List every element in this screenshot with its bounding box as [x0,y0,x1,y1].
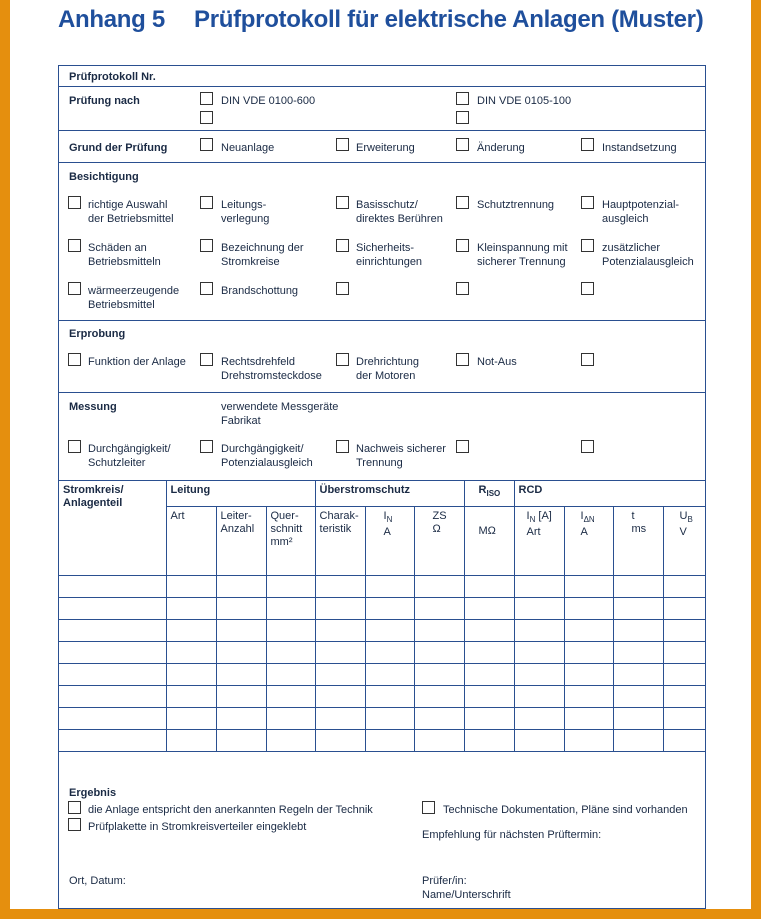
form-page [10,0,751,909]
table-cell[interactable] [166,576,216,598]
option-neuanlage: Neuanlage [221,142,275,154]
table-cell[interactable] [564,576,613,598]
option-aenderung: Änderung [477,142,525,154]
table-cell[interactable] [365,664,414,686]
table-cell[interactable] [414,730,464,752]
table-cell[interactable] [663,686,705,708]
erprobung-label: Erprobung [69,328,126,340]
item-funktion-anlage: Funktion der Anlage [88,356,186,368]
table-cell[interactable] [216,664,266,686]
table-cell[interactable] [414,664,464,686]
checkbox-auswahl-betriebsmittel[interactable] [68,196,81,209]
page-title [58,6,703,34]
table-cell[interactable] [564,620,613,642]
checkbox-extra-2[interactable] [456,111,469,124]
table-cell[interactable] [266,664,315,686]
option-instandsetzung: Instandsetzung [602,142,677,154]
table-cell[interactable] [166,686,216,708]
col-in: $I_N$ A [365,507,414,576]
checkbox-bezeichnung-stromkreise[interactable] [200,239,213,252]
table-cell[interactable] [266,642,315,664]
item-dokumentation: Technische Dokumentation, Pläne sind vorhanden [443,804,688,816]
table-cell[interactable] [613,576,663,598]
table-cell[interactable] [564,598,613,620]
option-din-0100: DIN VDE 0100-600 [221,95,316,107]
table-cell[interactable] [216,686,266,708]
table-cell[interactable] [464,620,514,642]
table-cell[interactable] [514,686,564,708]
group-rcd: RCD [514,481,705,507]
table-cell[interactable] [166,730,216,752]
table-cell[interactable] [216,730,266,752]
table-row [59,598,705,620]
table-cell[interactable] [663,642,705,664]
checkbox-messung-extra-1[interactable] [456,440,469,453]
checkbox-sicherheitseinrichtungen[interactable] [336,239,349,252]
table-cell[interactable] [365,598,414,620]
protocol-number-label: Prüfprotokoll Nr. [69,71,156,83]
checkbox-erweiterung[interactable] [336,138,349,151]
table-cell[interactable] [315,598,365,620]
col-idn: $I_{\Delta N}$ A [564,507,613,576]
measurement-table [59,480,705,752]
table-row [59,620,705,642]
checkbox-besichtigung-extra-1[interactable] [336,282,349,295]
item-brandschottung: Brandschottung [221,285,299,297]
checkbox-sichere-trennung[interactable] [336,440,349,453]
table-cell[interactable] [613,686,663,708]
item-rechtsdrehfeld: Rechtsdrehfeld Drehstromsteckdose [221,356,322,382]
messgeraete-fabrikat: verwendete Messgeräte Fabrikat [221,401,339,427]
table-cell[interactable] [365,708,414,730]
checkbox-brandschottung[interactable] [200,282,213,295]
table-cell[interactable] [216,576,266,598]
col-t: t ms [613,507,663,576]
item-not-aus: Not-Aus [477,356,517,368]
checkbox-basisschutz[interactable] [336,196,349,209]
appendix-title: Prüfprotokoll für elektrische Anlagen (Muster) [194,6,704,33]
table-cell[interactable] [59,620,166,642]
item-durchgaengigkeit-schutzleiter: Durchgängigkeit/ Schutzleiter [88,443,171,469]
table-cell[interactable] [464,730,514,752]
option-erweiterung: Erweiterung [356,142,415,154]
table-cell[interactable] [166,708,216,730]
ort-datum: Ort, Datum: [69,875,126,887]
item-sichere-trennung: Nachweis sicherer Trennung [356,443,446,469]
table-cell[interactable] [514,664,564,686]
table-cell[interactable] [663,708,705,730]
table-cell[interactable] [315,664,365,686]
group-ueberstromschutz: Überstromschutz [315,481,464,507]
checkbox-neuanlage[interactable] [200,138,213,151]
table-cell[interactable] [166,642,216,664]
item-schutztrennung: Schutztrennung [477,199,555,211]
table-cell[interactable] [59,664,166,686]
col-zs: ZS Ω [414,507,464,576]
erprobung-section [59,320,705,393]
item-schaeden: Schäden an Betriebsmitteln [88,242,161,268]
table-cell[interactable] [315,620,365,642]
table-cell[interactable] [266,576,315,598]
col-riso-unit: MΩ [464,507,514,576]
table-cell[interactable] [564,686,613,708]
table-cell[interactable] [414,576,464,598]
checkbox-kleinspannung[interactable] [456,239,469,252]
table-row [59,576,705,598]
item-auswahl-betriebsmittel: richtige Auswahl der Betriebsmittel [88,199,174,225]
pruefer-unterschrift: Prüfer/in: Name/Unterschrift [422,875,511,901]
checkbox-regeln-der-technik[interactable] [68,801,81,814]
table-cell[interactable] [166,620,216,642]
item-durchgaengigkeit-potenzialausgleich: Durchgängigkeit/ Potenzialausgleich [221,443,313,469]
ergebnis-label: Ergebnis [69,787,117,799]
messung-section [59,392,705,480]
table-row [59,730,705,752]
checkbox-besichtigung-extra-2[interactable] [456,282,469,295]
grund-section [59,130,705,163]
checkbox-schutztrennung[interactable] [456,196,469,209]
table-cell[interactable] [464,598,514,620]
table-cell[interactable] [266,686,315,708]
table-cell[interactable] [613,730,663,752]
table-cell[interactable] [663,620,705,642]
table-cell[interactable] [514,708,564,730]
table-cell[interactable] [414,598,464,620]
item-drehrichtung: Drehrichtung der Motoren [356,356,419,382]
table-cell[interactable] [59,598,166,620]
table-cell[interactable] [365,620,414,642]
table-cell[interactable] [464,576,514,598]
checkbox-din-0100[interactable] [200,92,213,105]
col-stromkreis: Stromkreis/ Anlagenteil [59,481,166,576]
checkbox-dokumentation[interactable] [422,801,435,814]
checkbox-besichtigung-extra-3[interactable] [581,282,594,295]
group-riso: $R_{ISO}$ [464,481,514,507]
checkbox-drehrichtung[interactable] [336,353,349,366]
table-group-header-row [59,481,705,507]
table-row [59,708,705,730]
checkbox-funktion-anlage[interactable] [68,353,81,366]
table-cell[interactable] [59,730,166,752]
table-cell[interactable] [514,730,564,752]
table-cell[interactable] [266,598,315,620]
item-sicherheitseinrichtungen: Sicherheits- einrichtungen [356,242,423,268]
checkbox-rechtsdrehfeld[interactable] [200,353,213,366]
item-hauptpotenzialausgleich: Hauptpotenzial- ausgleich [602,199,680,225]
table-cell[interactable] [663,664,705,686]
besichtigung-label: Besichtigung [69,171,139,183]
checkbox-durchgaengigkeit-schutzleiter[interactable] [68,440,81,453]
table-cell[interactable] [464,642,514,664]
table-cell[interactable] [564,730,613,752]
table-row [59,664,705,686]
option-din-0105: DIN VDE 0105-100 [477,95,572,107]
pruefung-nach-label: Prüfung nach [69,95,140,107]
table-cell[interactable] [365,642,414,664]
col-charakteristik: Charak- teristik [315,507,365,576]
table-cell[interactable] [464,664,514,686]
table-cell[interactable] [365,686,414,708]
pruefung-nach-section [59,86,705,131]
table-cell[interactable] [663,576,705,598]
checkbox-schaeden[interactable] [68,239,81,252]
table-cell[interactable] [663,730,705,752]
table-cell[interactable] [266,730,315,752]
col-art: Art [166,507,216,576]
checkbox-hauptpotenzialausgleich[interactable] [581,196,594,209]
checkbox-zusaetzlicher-potenzialausgleich[interactable] [581,239,594,252]
checkbox-aenderung[interactable] [456,138,469,151]
table-cell[interactable] [315,576,365,598]
table-cell[interactable] [216,642,266,664]
table-cell[interactable] [564,642,613,664]
item-zusaetzlicher-potenzialausgleich: zusätzlicher Potenzialausgleich [602,242,694,268]
table-cell[interactable] [564,708,613,730]
table-cell[interactable] [216,708,266,730]
table-cell[interactable] [365,730,414,752]
besichtigung-section [59,162,705,321]
table-cell[interactable] [663,598,705,620]
checkbox-not-aus[interactable] [456,353,469,366]
item-regeln-der-technik: die Anlage entspricht den anerkannten Regeln der Technik [88,804,373,816]
table-cell[interactable] [613,664,663,686]
messung-label: Messung [69,401,117,413]
ergebnis-section [59,780,705,908]
checkbox-durchgaengigkeit-potenzialausgleich[interactable] [200,440,213,453]
table-cell[interactable] [414,620,464,642]
checkbox-instandsetzung[interactable] [581,138,594,151]
table-cell[interactable] [514,576,564,598]
checkbox-messung-extra-2[interactable] [581,440,594,453]
checkbox-erprobung-extra[interactable] [581,353,594,366]
table-cell[interactable] [414,686,464,708]
table-row [59,686,705,708]
checkbox-din-0105[interactable] [456,92,469,105]
grund-label: Grund der Prüfung [69,142,168,154]
table-cell[interactable] [315,708,365,730]
empfehlung-pruefertermin: Empfehlung für nächsten Prüftermin: [422,829,602,841]
table-cell[interactable] [266,708,315,730]
table-cell[interactable] [216,620,266,642]
item-waermeerzeugende: wärmeerzeugende Betriebsmittel [88,285,180,311]
table-cell[interactable] [216,598,266,620]
protocol-number-section [59,66,705,87]
table-cell[interactable] [315,686,365,708]
table-cell[interactable] [414,708,464,730]
table-cell[interactable] [464,686,514,708]
table-cell[interactable] [613,598,663,620]
table-cell[interactable] [564,664,613,686]
table-cell[interactable] [514,620,564,642]
appendix-number: Anhang 5 [58,6,165,33]
table-cell[interactable] [613,708,663,730]
table-cell[interactable] [464,708,514,730]
table-cell[interactable] [514,642,564,664]
table-cell[interactable] [365,576,414,598]
table-cell[interactable] [59,576,166,598]
table-cell[interactable] [315,730,365,752]
checkbox-leitungsverlegung[interactable] [200,196,213,209]
checkbox-pruefplakette[interactable] [68,818,81,831]
table-cell[interactable] [414,642,464,664]
checkbox-extra-1[interactable] [200,111,213,124]
checkbox-waermeerzeugende[interactable] [68,282,81,295]
group-leitung: Leitung [166,481,315,507]
table-cell[interactable] [166,598,216,620]
col-querschnitt: Quer- schnitt mm² [266,507,315,576]
table-cell[interactable] [59,686,166,708]
item-kleinspannung: Kleinspannung mit sicherer Trennung [477,242,568,268]
col-ub: $U_B$ V [663,507,705,576]
item-basisschutz: Basisschutz/ direktes Berühren [356,199,443,225]
table-cell[interactable] [613,620,663,642]
table-cell[interactable] [59,708,166,730]
item-pruefplakette: Prüfplakette in Stromkreisverteiler eingeklebt [88,821,307,833]
inspection-form [58,65,706,909]
table-cell[interactable] [315,642,365,664]
table-cell[interactable] [514,598,564,620]
item-leitungsverlegung: Leitungs- verlegung [221,199,270,225]
table-cell[interactable] [59,642,166,664]
table-cell[interactable] [613,642,663,664]
table-cell[interactable] [266,620,315,642]
item-bezeichnung-stromkreise: Bezeichnung der Stromkreise [221,242,304,268]
col-leiter-anzahl: Leiter- Anzahl [216,507,266,576]
table-cell[interactable] [166,664,216,686]
table-row [59,642,705,664]
col-rcd-in: $I_N$ [A] Art [514,507,564,576]
